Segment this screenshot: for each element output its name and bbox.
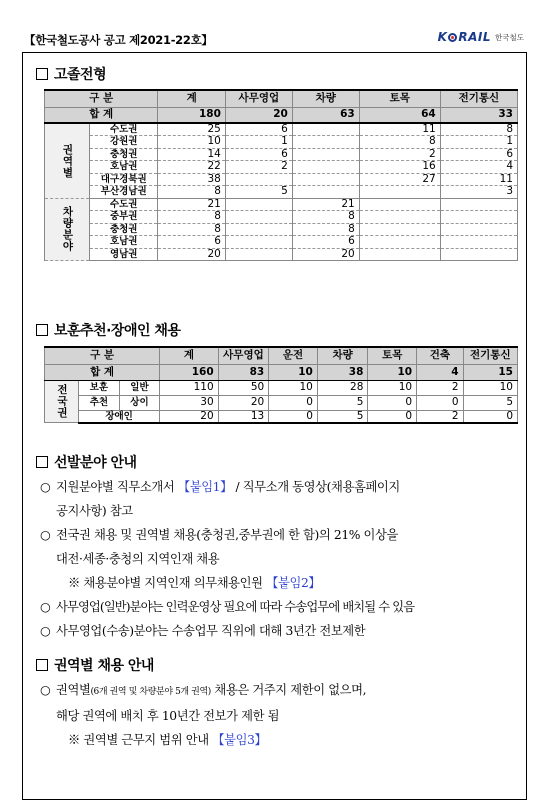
table-cell bbox=[225, 173, 292, 186]
notice-title: 【한국철도공사 공고 제2021-22호】 bbox=[24, 33, 213, 47]
table-cell bbox=[292, 186, 359, 199]
table-cell bbox=[292, 161, 359, 174]
table-cell: 25 bbox=[158, 123, 225, 136]
table-row bbox=[45, 186, 518, 199]
region-name: 충청권 bbox=[90, 223, 158, 236]
logo-subtitle: 한국철도 bbox=[495, 32, 524, 42]
region-name: 수도권 bbox=[90, 123, 158, 136]
table-cell: 16 bbox=[359, 161, 440, 174]
table-cell: 8 bbox=[158, 211, 225, 224]
table-cell: 20 bbox=[158, 248, 225, 261]
table-veterans-disabled bbox=[44, 346, 518, 424]
table-cell: 3 bbox=[440, 186, 517, 199]
logo-mark: K RAIL bbox=[437, 30, 492, 44]
table-row bbox=[45, 223, 518, 236]
table-cell: 4 bbox=[440, 161, 517, 174]
table-row bbox=[45, 136, 518, 149]
checkbox-square-icon bbox=[36, 68, 48, 80]
attachment-1-link[interactable]: 【붙임1】 bbox=[177, 480, 232, 494]
table-cell bbox=[440, 211, 517, 224]
table-cell bbox=[225, 211, 292, 224]
section-title-4: 권역별 채용 안내 bbox=[36, 655, 154, 675]
group-label: 차량분야 bbox=[45, 198, 90, 261]
table-cell: 10 bbox=[158, 136, 225, 149]
table-cell: 6 bbox=[292, 236, 359, 249]
table-cell bbox=[440, 223, 517, 236]
korail-logo bbox=[438, 30, 524, 44]
table-row bbox=[45, 248, 518, 261]
table-cell bbox=[292, 136, 359, 149]
region-name: 대구경북권 bbox=[90, 173, 158, 186]
region-name: 호남권 bbox=[90, 236, 158, 249]
table-header-row: 구 분 계 사무영업 차량 토목 전기통신 bbox=[45, 90, 518, 107]
note-item: ※ 권역별 근무지 범위 안내 【붙임3】 bbox=[68, 733, 267, 747]
table-cell: 22 bbox=[158, 161, 225, 174]
group-label: 권역별 bbox=[45, 123, 90, 198]
table-cell: 21 bbox=[292, 198, 359, 211]
table-cell: 1 bbox=[440, 136, 517, 149]
table-cell bbox=[359, 211, 440, 224]
table-row bbox=[45, 211, 518, 224]
table-cell bbox=[292, 173, 359, 186]
note-item: ※ 채용분야별 지역인재 의무채용인원 【붙임2】 bbox=[68, 576, 321, 590]
table-total-row: 합 계 180 20 63 64 33 bbox=[45, 107, 518, 123]
selection-guide: ○ 지원분야별 직무소개서 【붙임1】 / 직무소개 동영상(채용홈페이지 공지사항) 참고 ○ 전국권 채용 및 권역별 채용(충청권,중부권에 한 함)의 21% 이상을 대전·세종·충청의 지역인재 채용 ※ 채용분야별 지역인재 의무채용인원 【붙임2】 ○ 사무영업(일반)분야는 인력운영상 필요에 따라 수송업무에 배치될 수 있음 ○ 사무영업(수송)분야는 수송업무 직위에 대해 3년간 전보제한 bbox=[40, 475, 520, 643]
table-cell: 6 bbox=[225, 148, 292, 161]
table-cell: 8 bbox=[292, 223, 359, 236]
table-cell: 2 bbox=[225, 161, 292, 174]
checkbox-square-icon bbox=[36, 324, 48, 336]
table-row bbox=[45, 173, 518, 186]
table-header-row: 구 분 계 사무영업 운전 차량 토목 건축 전기통신 bbox=[45, 347, 518, 364]
table-cell: 38 bbox=[158, 173, 225, 186]
region-name: 강원권 bbox=[90, 136, 158, 149]
document-header bbox=[24, 30, 524, 52]
region-name: 충청권 bbox=[90, 148, 158, 161]
list-item: ○ 지원분야별 직무소개서 【붙임1】 / 직무소개 동영상(채용홈페이지 bbox=[40, 480, 400, 494]
attachment-2-link[interactable]: 【붙임2】 bbox=[266, 576, 321, 590]
table-cell bbox=[359, 186, 440, 199]
table-cell bbox=[225, 223, 292, 236]
table-cell bbox=[359, 223, 440, 236]
table-group-vehicle bbox=[45, 198, 518, 261]
table-cell: 8 bbox=[359, 136, 440, 149]
table-cell: 2 bbox=[359, 148, 440, 161]
table-cell bbox=[359, 248, 440, 261]
region-name: 호남권 bbox=[90, 161, 158, 174]
section-title-2: 보훈추천·장애인 채용 bbox=[36, 320, 180, 340]
section-title-1: 고졸전형 bbox=[36, 64, 106, 84]
table-row bbox=[45, 123, 518, 136]
table-cell: 11 bbox=[359, 123, 440, 136]
table-row bbox=[45, 148, 518, 161]
table-row bbox=[45, 161, 518, 174]
table-cell: 20 bbox=[292, 248, 359, 261]
table-cell bbox=[225, 248, 292, 261]
table-cell: 14 bbox=[158, 148, 225, 161]
table-cell bbox=[440, 236, 517, 249]
table-cell: 8 bbox=[292, 211, 359, 224]
table-cell: 8 bbox=[158, 223, 225, 236]
table-high-school bbox=[44, 89, 518, 261]
region-name: 부산경남권 bbox=[90, 186, 158, 199]
table-row: 장애인 20 13 0 5 0 2 0 bbox=[45, 410, 518, 423]
table-cell: 6 bbox=[158, 236, 225, 249]
region-name: 수도권 bbox=[90, 198, 158, 211]
table-cell: 27 bbox=[359, 173, 440, 186]
attachment-3-link[interactable]: 【붙임3】 bbox=[212, 733, 267, 747]
table-row bbox=[45, 198, 518, 211]
table-cell: 8 bbox=[158, 186, 225, 199]
list-item: ○ 권역별(6개 권역 및 차량분야 5개 권역) 채용은 거주지 제한이 없으며, bbox=[40, 683, 367, 697]
table-row: 추천 30 20 0 5 0 0 5 bbox=[45, 395, 518, 410]
table-cell: 1 bbox=[225, 136, 292, 149]
table-row: 전국권 보훈 일반 상이 110 50 10 28 10 2 10 bbox=[45, 380, 518, 395]
checkbox-square-icon bbox=[36, 659, 48, 671]
list-item: ○ 사무영업(일반)분야는 인력운영상 필요에 따라 수송업무에 배치될 수 있음 bbox=[40, 600, 415, 614]
table-cell bbox=[440, 198, 517, 211]
table-cell: 6 bbox=[225, 123, 292, 136]
table-cell bbox=[225, 198, 292, 211]
region-name: 영남권 bbox=[90, 248, 158, 261]
table-cell: 21 bbox=[158, 198, 225, 211]
table-total-row: 합 계 160 83 10 38 10 4 15 bbox=[45, 364, 518, 380]
table-cell bbox=[292, 148, 359, 161]
table-cell: 8 bbox=[440, 123, 517, 136]
table-cell bbox=[225, 236, 292, 249]
regional-guide: ○ 권역별(6개 권역 및 차량분야 5개 권역) 채용은 거주지 제한이 없으며, 해당 권역에 배치 후 10년간 전보가 제한 됨 ※ 권역별 근무지 범위 안내 【붙임3】 bbox=[40, 678, 520, 752]
section-title-3: 선발분야 안내 bbox=[36, 452, 137, 472]
list-item: ○ 전국권 채용 및 권역별 채용(충청권,중부권에 한 함)의 21% 이상을 bbox=[40, 528, 398, 542]
table-cell bbox=[359, 236, 440, 249]
table-row bbox=[45, 236, 518, 249]
table-cell bbox=[359, 198, 440, 211]
table-cell bbox=[440, 248, 517, 261]
region-name: 중부권 bbox=[90, 211, 158, 224]
checkbox-square-icon bbox=[36, 456, 48, 468]
table-cell: 11 bbox=[440, 173, 517, 186]
table-cell bbox=[292, 123, 359, 136]
table-group-regional bbox=[45, 123, 518, 198]
table-cell: 5 bbox=[225, 186, 292, 199]
table-cell: 6 bbox=[440, 148, 517, 161]
list-item: ○ 사무영업(수송)분야는 수송업무 직위에 대해 3년간 전보제한 bbox=[40, 624, 366, 638]
